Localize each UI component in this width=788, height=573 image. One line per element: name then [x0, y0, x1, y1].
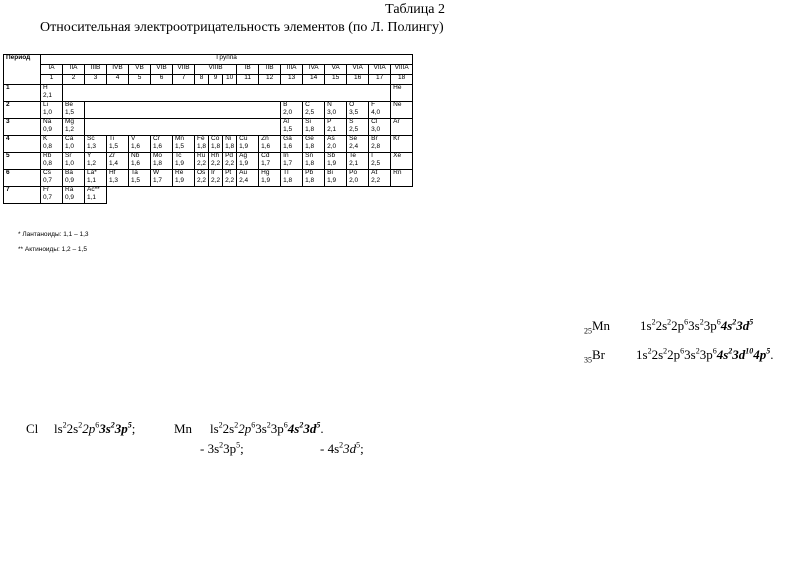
element-electronegativity: 1,2: [65, 126, 75, 133]
group-label: VIIB: [173, 65, 195, 75]
element-symbol: Zn: [261, 135, 269, 142]
period-number: 6: [4, 170, 41, 187]
group-label: IIA: [63, 65, 85, 75]
element-electronegativity: [393, 127, 410, 135]
element-electronegativity: 2,0: [327, 143, 337, 150]
element-symbol: Si: [305, 118, 311, 125]
period-row: [4, 170, 413, 187]
element-symbol: Zr: [109, 152, 116, 159]
element-cell: [41, 170, 63, 187]
element-cell: [107, 153, 129, 170]
element-symbol: Te: [349, 152, 357, 159]
element-cell: [347, 102, 369, 119]
group-label: IB: [237, 65, 259, 75]
element-cell: [85, 170, 107, 187]
element-electronegativity: 1,9: [327, 177, 337, 184]
period-number: 7: [4, 187, 41, 204]
element-symbol: Au: [239, 169, 248, 176]
element-cell: [369, 170, 391, 187]
group-label: IIIB: [85, 65, 107, 75]
element-electronegativity: 1,7: [153, 177, 163, 184]
group-number: 17: [369, 75, 391, 85]
element-electronegativity: 1,8: [305, 126, 315, 133]
period-row: [4, 85, 413, 102]
period-row: [4, 136, 413, 153]
element-electronegativity: 2,2: [225, 177, 235, 184]
period-number: 2: [4, 102, 41, 119]
element-electronegativity: 2,4: [349, 143, 359, 150]
element-cell: [85, 136, 107, 153]
element-symbol: Cs: [43, 169, 51, 176]
element-electronegativity: 1,9: [261, 177, 271, 184]
element-symbol: Sc: [87, 135, 95, 142]
element-symbol: Cd: [261, 152, 270, 159]
element-symbol: Sb: [327, 152, 336, 159]
element-electronegativity: 4,0: [371, 109, 381, 116]
group-number: 11: [237, 75, 259, 85]
element-cell: [325, 102, 347, 119]
element-electronegativity: [393, 161, 410, 169]
element-symbol: Cu: [239, 135, 248, 142]
element-electronegativity: 2,2: [211, 160, 221, 167]
element-cell: [325, 119, 347, 136]
element-electronegativity: 1,5: [175, 143, 185, 150]
lanthanides-note: * Лантаноиды: 1,1 – 1,3: [18, 231, 89, 238]
group-header: Группа: [41, 55, 413, 65]
element-cell: [63, 170, 85, 187]
element-symbol: Pd: [225, 152, 234, 159]
period-number: 1: [4, 85, 41, 102]
group-number: 14: [303, 75, 325, 85]
element-cell: [281, 153, 303, 170]
element-electronegativity: 1,8: [225, 143, 235, 150]
group-label: IVA: [303, 65, 325, 75]
mn-config-2: Mn $ls^22s^22p^63s^23p^64s^23d^5$.: [174, 420, 324, 436]
element-symbol: Hf: [109, 169, 116, 176]
period-row: [4, 102, 413, 119]
element-electronegativity: 0,8: [43, 143, 53, 150]
table-number: Таблица 2: [385, 2, 445, 17]
empty-cell: [85, 102, 281, 119]
element-cell: [281, 102, 303, 119]
element-electronegativity: 0,9: [43, 126, 53, 133]
element-symbol: Ac**: [87, 186, 100, 193]
actinides-note: ** Актиноиды: 1,2 – 1,5: [18, 246, 87, 253]
element-symbol: C: [305, 101, 310, 108]
element-cell: [63, 153, 85, 170]
element-cell: [259, 136, 281, 153]
element-electronegativity: 1,1: [87, 194, 97, 201]
element-symbol: F: [371, 101, 376, 108]
page-title: Относительная электроотрицательность элементов (по Л. Полингу): [40, 20, 444, 35]
element-electronegativity: 2,5: [305, 109, 315, 116]
period-header: Период: [4, 55, 41, 85]
element-symbol: Fr: [43, 186, 50, 193]
element-cell: [281, 136, 303, 153]
element-cell: [41, 85, 63, 102]
element-cell: [347, 170, 369, 187]
group-number: 15: [325, 75, 347, 85]
element-cell: [151, 136, 173, 153]
element-cell: [347, 119, 369, 136]
element-symbol: K: [43, 135, 48, 142]
element-symbol: Rn: [393, 169, 402, 176]
element-electronegativity: 2,5: [349, 126, 359, 133]
element-cell: [195, 136, 209, 153]
element-symbol: Mn: [175, 135, 185, 142]
element-electronegativity: 2,2: [371, 177, 381, 184]
element-cell: [85, 153, 107, 170]
group-number: 1: [41, 75, 63, 85]
element-cell: [303, 153, 325, 170]
element-cell: [41, 153, 63, 170]
element-symbol: Xe: [393, 152, 402, 159]
element-symbol: Re: [175, 169, 184, 176]
element-cell: [223, 170, 237, 187]
element-cell: [391, 153, 413, 170]
period-row: [4, 187, 413, 204]
group-number: 16: [347, 75, 369, 85]
element-cell: [303, 170, 325, 187]
element-electronegativity: 2,8: [371, 143, 381, 150]
element-electronegativity: 1,8: [305, 177, 315, 184]
element-cell: [209, 136, 223, 153]
element-cell: [237, 153, 259, 170]
element-symbol: Ti: [109, 135, 115, 142]
element-symbol: Al: [283, 118, 289, 125]
element-cell: [391, 170, 413, 187]
element-cell: [369, 136, 391, 153]
element-symbol: Li: [43, 101, 49, 108]
group-label: VA: [325, 65, 347, 75]
element-cell: [303, 136, 325, 153]
element-electronegativity: 1,0: [65, 160, 75, 167]
element-electronegativity: 1,5: [109, 143, 119, 150]
element-electronegativity: [393, 178, 410, 186]
element-electronegativity: 1,6: [153, 143, 163, 150]
element-symbol: Na: [43, 118, 52, 125]
group-label: IVB: [107, 65, 129, 75]
element-symbol: Pb: [305, 169, 314, 176]
group-label: VIA: [347, 65, 369, 75]
element-cell: [391, 102, 413, 119]
element-cell: [41, 119, 63, 136]
element-electronegativity: 1,9: [175, 160, 185, 167]
element-cell: [209, 170, 223, 187]
element-cell: [129, 170, 151, 187]
table-header-row: [4, 55, 413, 65]
element-electronegativity: 2,1: [349, 160, 359, 167]
element-cell: [173, 136, 195, 153]
electronegativity-table: [3, 54, 413, 204]
empty-cell: [85, 119, 281, 136]
element-electronegativity: 0,7: [43, 177, 53, 184]
group-number: 18: [391, 75, 413, 85]
element-cell: [325, 136, 347, 153]
element-cell: [107, 170, 129, 187]
period-row: [4, 153, 413, 170]
element-symbol: I: [371, 152, 373, 159]
element-cell: [391, 85, 413, 102]
period-number: 5: [4, 153, 41, 170]
element-symbol: Ra: [65, 186, 74, 193]
group-number: 7: [173, 75, 195, 85]
empty-cell: [63, 85, 391, 102]
element-electronegativity: 1,3: [109, 177, 119, 184]
element-symbol: Ba: [65, 169, 73, 176]
group-labels-row: [4, 65, 413, 75]
element-symbol: Ag: [239, 152, 248, 159]
element-electronegativity: 1,1: [87, 177, 97, 184]
element-cell: [281, 170, 303, 187]
element-symbol: Ar: [393, 118, 400, 125]
cl-config: Cl $ls^22s^22p^63s^23p^5$;: [26, 420, 136, 436]
element-symbol: Ge: [305, 135, 314, 142]
element-electronegativity: 2,4: [239, 177, 249, 184]
element-electronegativity: 2,1: [327, 126, 337, 133]
element-electronegativity: 1,6: [283, 143, 293, 150]
element-cell: [391, 119, 413, 136]
element-symbol: B: [283, 101, 288, 108]
element-electronegativity: 1,7: [261, 160, 271, 167]
element-electronegativity: 2,5: [371, 160, 381, 167]
element-symbol: Mg: [65, 118, 75, 125]
element-electronegativity: 2,2: [197, 160, 207, 167]
element-electronegativity: 1,9: [327, 160, 337, 167]
element-symbol: Se: [349, 135, 358, 142]
element-cell: [369, 153, 391, 170]
element-symbol: Pt: [225, 169, 232, 176]
element-electronegativity: 1,6: [261, 143, 271, 150]
element-symbol: Sn: [305, 152, 314, 159]
element-electronegativity: 1,9: [239, 143, 249, 150]
element-symbol: Br: [371, 135, 378, 142]
element-electronegativity: 2,2: [211, 177, 221, 184]
element-symbol: Ir: [211, 169, 216, 176]
element-cell: [391, 136, 413, 153]
element-symbol: Bi: [327, 169, 333, 176]
element-cell: [303, 102, 325, 119]
element-symbol: H: [43, 84, 48, 91]
period-number: 4: [4, 136, 41, 153]
element-symbol: Rb: [43, 152, 52, 159]
element-cell: [63, 187, 85, 204]
element-symbol: At: [371, 169, 378, 176]
element-electronegativity: 1,2: [87, 160, 97, 167]
element-symbol: Be: [65, 101, 73, 108]
element-symbol: P: [327, 118, 332, 125]
group-label: VIIIA: [391, 65, 413, 75]
element-symbol: Fe: [197, 135, 205, 142]
element-electronegativity: 1,4: [109, 160, 119, 167]
element-cell: [85, 187, 107, 204]
element-symbol: W: [153, 169, 160, 176]
element-cell: [347, 136, 369, 153]
group-number: 6: [151, 75, 173, 85]
element-symbol: Kr: [393, 135, 400, 142]
element-electronegativity: 0,8: [43, 160, 53, 167]
group-number: 2: [63, 75, 85, 85]
mn-config: $_{25}$Mn $1s^22s^22p^63s^23p^64s^23d^5$: [584, 317, 754, 336]
element-electronegativity: 1,3: [87, 143, 97, 150]
element-cell: [303, 119, 325, 136]
element-electronegativity: 1,6: [131, 160, 141, 167]
element-cell: [151, 170, 173, 187]
element-electronegativity: [393, 144, 410, 152]
element-symbol: Sr: [65, 152, 72, 159]
element-cell: [63, 119, 85, 136]
element-cell: [369, 119, 391, 136]
element-cell: [281, 119, 303, 136]
element-electronegativity: 1,9: [239, 160, 249, 167]
element-cell: [63, 136, 85, 153]
element-symbol: Ca: [65, 135, 74, 142]
element-symbol: Mo: [153, 152, 163, 159]
group-number: 9: [209, 75, 223, 85]
element-electronegativity: 3,5: [349, 109, 359, 116]
element-electronegativity: 2,1: [43, 92, 53, 99]
element-cell: [195, 153, 209, 170]
group-number: 3: [85, 75, 107, 85]
element-electronegativity: 1,0: [65, 143, 75, 150]
element-electronegativity: 1,8: [305, 143, 315, 150]
element-electronegativity: 1,8: [305, 160, 315, 167]
element-electronegativity: 1,8: [283, 177, 293, 184]
group-number: 13: [281, 75, 303, 85]
group-number: 8: [195, 75, 209, 85]
element-cell: [107, 136, 129, 153]
element-electronegativity: 2,2: [197, 177, 207, 184]
element-symbol: Ga: [283, 135, 292, 142]
group-label: IIIA: [281, 65, 303, 75]
element-cell: [129, 153, 151, 170]
element-electronegativity: 0,9: [65, 194, 75, 201]
element-electronegativity: 1,8: [197, 143, 207, 150]
element-cell: [259, 153, 281, 170]
element-symbol: Co: [211, 135, 220, 142]
element-symbol: Tc: [175, 152, 182, 159]
element-symbol: Hg: [261, 169, 270, 176]
element-symbol: Os: [197, 169, 206, 176]
element-cell: [129, 136, 151, 153]
element-electronegativity: 1,5: [283, 126, 293, 133]
element-symbol: Cr: [153, 135, 160, 142]
element-cell: [369, 102, 391, 119]
element-symbol: In: [283, 152, 289, 159]
element-electronegativity: 1,6: [131, 143, 141, 150]
group-label: VIB: [151, 65, 173, 75]
element-symbol: As: [327, 135, 335, 142]
element-electronegativity: [393, 110, 410, 118]
element-electronegativity: 0,7: [43, 194, 53, 201]
element-electronegativity: 1,5: [131, 177, 141, 184]
element-symbol: S: [349, 118, 354, 125]
group-label: VIIIB: [195, 65, 237, 75]
element-symbol: Po: [349, 169, 358, 176]
period-number: 3: [4, 119, 41, 136]
group-number: 4: [107, 75, 129, 85]
element-cell: [173, 153, 195, 170]
element-symbol: Y: [87, 152, 92, 159]
cl-valence: - $3s^23p^5$;: [200, 440, 244, 456]
element-electronegativity: 2,0: [349, 177, 359, 184]
element-cell: [63, 102, 85, 119]
group-number: 5: [129, 75, 151, 85]
element-electronegativity: 1,0: [43, 109, 53, 116]
element-electronegativity: 1,7: [283, 160, 293, 167]
element-cell: [195, 170, 209, 187]
element-cell: [237, 170, 259, 187]
mn-valence: - $4s^23d^5$;: [320, 440, 364, 456]
element-electronegativity: 2,0: [283, 109, 293, 116]
element-symbol: Ne: [393, 101, 402, 108]
element-electronegativity: 1,8: [153, 160, 163, 167]
element-cell: [347, 153, 369, 170]
group-label: IA: [41, 65, 63, 75]
element-symbol: Ru: [197, 152, 206, 159]
element-cell: [41, 187, 63, 204]
element-cell: [223, 153, 237, 170]
element-cell: [151, 153, 173, 170]
element-electronegativity: 1,5: [65, 109, 75, 116]
group-label: VIIA: [369, 65, 391, 75]
element-cell: [325, 153, 347, 170]
element-symbol: Ta: [131, 169, 138, 176]
period-row: [4, 119, 413, 136]
element-electronegativity: 3,0: [371, 126, 381, 133]
element-electronegativity: 2,2: [225, 160, 235, 167]
group-numbers-row: [4, 75, 413, 85]
element-cell: [209, 153, 223, 170]
br-config: $_{35}$Br $1s^22s^22p^63s^23p^64s^23d^{10}4p^5$.: [584, 346, 774, 365]
element-cell: [41, 102, 63, 119]
group-number: 10: [223, 75, 237, 85]
group-number: 12: [259, 75, 281, 85]
element-electronegativity: 0,9: [65, 177, 75, 184]
element-symbol: Ni: [225, 135, 232, 142]
element-cell: [223, 136, 237, 153]
element-electronegativity: 3,0: [327, 109, 337, 116]
element-cell: [237, 136, 259, 153]
element-symbol: Nb: [131, 152, 140, 159]
element-symbol: V: [131, 135, 136, 142]
element-cell: [325, 170, 347, 187]
element-cell: [41, 136, 63, 153]
element-electronegativity: 1,8: [211, 143, 221, 150]
element-symbol: Rh: [211, 152, 220, 159]
group-label: IIB: [259, 65, 281, 75]
element-cell: [259, 170, 281, 187]
element-cell: [173, 170, 195, 187]
element-symbol: O: [349, 101, 355, 108]
element-symbol: La*: [87, 169, 97, 176]
element-symbol: Cl: [371, 118, 378, 125]
element-electronegativity: 1,9: [175, 177, 185, 184]
element-symbol: N: [327, 101, 332, 108]
element-symbol: He: [393, 84, 402, 91]
group-label: VB: [129, 65, 151, 75]
element-electronegativity: [393, 93, 410, 101]
element-symbol: Tl: [283, 169, 289, 176]
